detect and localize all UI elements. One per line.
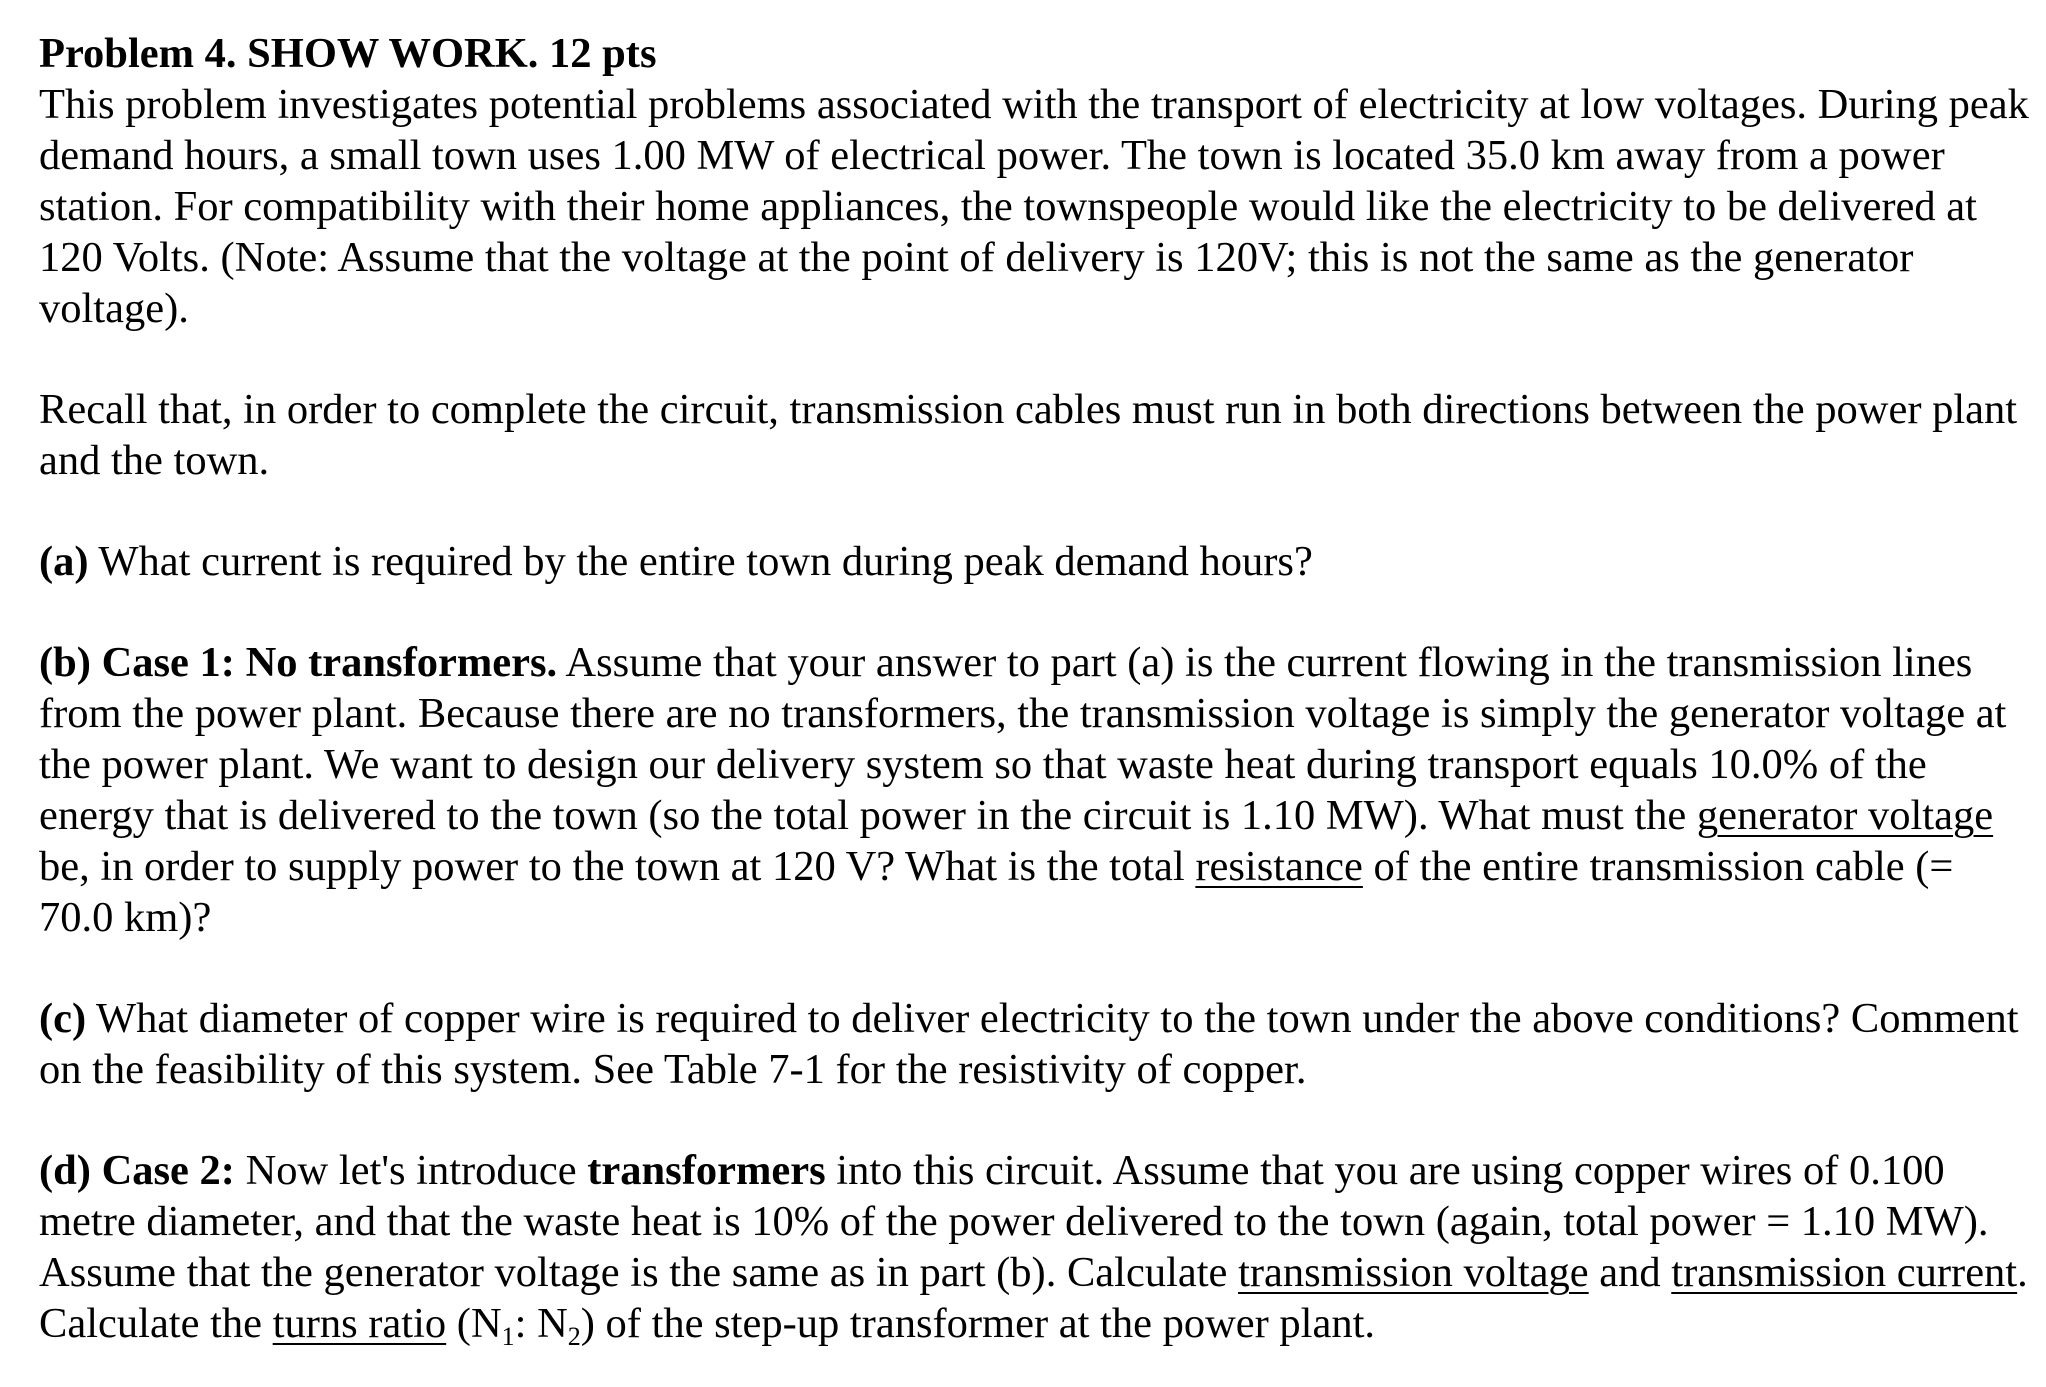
part-b	[39, 637, 2029, 943]
part-d-text-3: and	[1588, 1249, 1672, 1296]
part-c-text: What diameter of copper wire is required to deliver electricity to the town under the above conditions? Comment on the feasibility of this system. See Table 7-1 for the resistivity of copper.	[39, 995, 2019, 1093]
part-b-underline-generator-voltage: generator voltage	[1696, 792, 1994, 839]
subscript-2: 2	[567, 1322, 581, 1351]
part-d-text-2: into this circuit. Assume that you are using copper wires of 0.100 metre diameter, and that the waste heat is 10% of the power delivered to the town (again, total power = 1.10 MW). Assume that the generator voltage is the same as in part (b). Calculate	[39, 1147, 1989, 1296]
part-d-underline-transmission-current: transmission current	[1671, 1249, 2018, 1296]
problem-document	[39, 28, 2029, 1349]
part-d-underline-transmission-voltage: transmission voltage	[1238, 1249, 1589, 1296]
part-b-label: (b) Case 1: No transformers.	[39, 639, 558, 686]
problem-intro: This problem investigates potential problems associated with the transport of electricity at low voltages. During peak demand hours, a small town uses 1.00 MW of electrical power. The town is located 35.0 km away from a power station. For compatibility with their home appliances, the townspeople would like the electricity to be delivered at 120 Volts. (Note: Assume that the voltage at the point of delivery is 120V; this is not the same as the generator voltage).	[39, 81, 2029, 332]
part-d-label: (d) Case 2:	[39, 1147, 235, 1194]
part-c	[39, 993, 2029, 1095]
part-d-text-7: ) of the step-up transformer at the power plant.	[580, 1300, 1376, 1347]
part-b-text-1: Assume that your answer to part (a) is the current flowing in the transmission lines from the power plant. Because there are no transformers, the transmission voltage is simply the generator voltage at the power plant. We want to design our delivery system so that waste heat during transport equals 10.0% of the energy that is delivered to the town (so the total power in the circuit is 1.10 MW). What must the	[39, 639, 2007, 839]
part-a-text: What current is required by the entire town during peak demand hours?	[88, 538, 1313, 585]
part-d-text-4: . Calculate the	[39, 1249, 2028, 1347]
part-d-bold-transformers: transformers	[587, 1147, 826, 1194]
part-d-text-5: (N	[446, 1300, 502, 1347]
part-b-text-2: be, in order to supply power to the town at 120 V? What is the total	[39, 843, 1196, 890]
part-c-label: (c)	[39, 995, 87, 1042]
part-d-underline-turns-ratio: turns ratio	[272, 1300, 447, 1347]
part-d	[39, 1145, 2029, 1349]
problem-recall: Recall that, in order to complete the circuit, transmission cables must run in both directions between the power plant and the town.	[39, 386, 2018, 484]
subscript-1: 1	[501, 1322, 515, 1351]
part-a-label: (a)	[39, 538, 89, 585]
part-d-text-6: : N	[514, 1300, 568, 1347]
problem-title: Problem 4. SHOW WORK. 12 pts	[39, 30, 657, 77]
part-b-underline-resistance: resistance	[1195, 843, 1363, 890]
part-b-text-3: of the entire transmission cable (= 70.0 km)?	[39, 843, 1954, 941]
part-d-text-1: Now let's introduce	[234, 1147, 588, 1194]
part-a	[39, 536, 2029, 587]
